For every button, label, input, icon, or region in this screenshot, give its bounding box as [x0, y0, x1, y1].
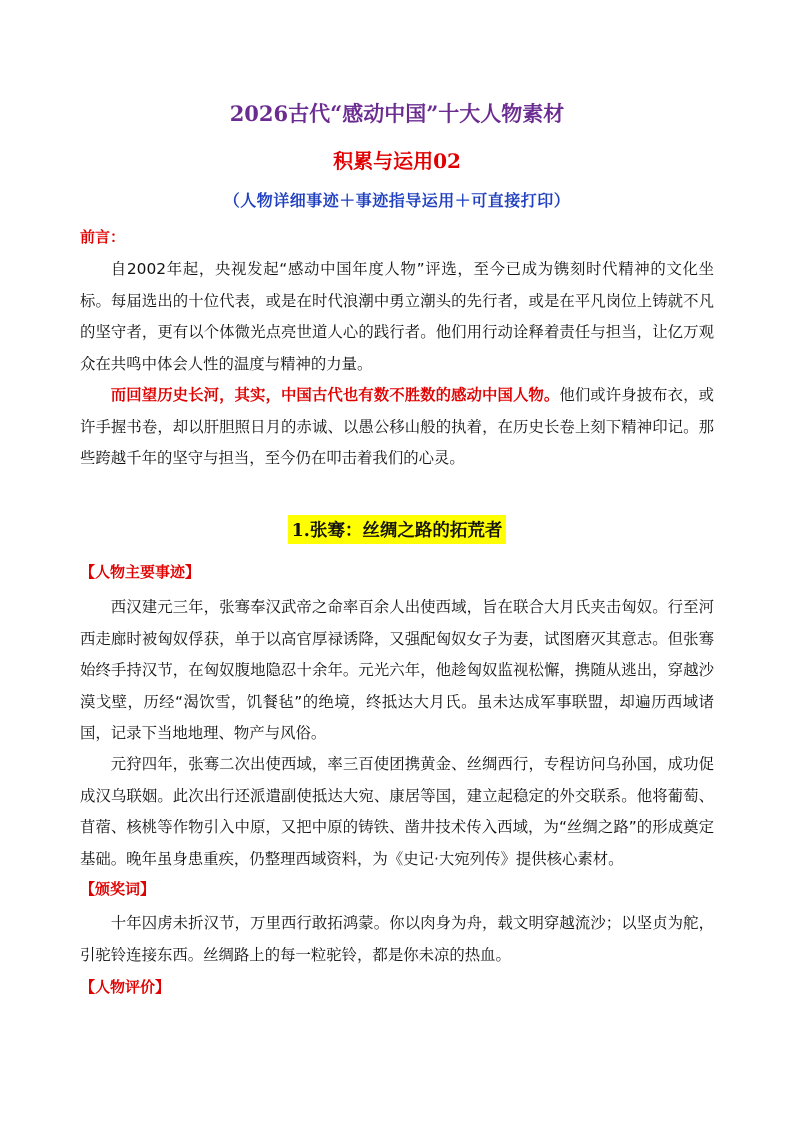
deeds-paragraph-1	[80, 592, 714, 750]
preface-paragraph-2	[80, 380, 714, 475]
preface-text-2	[80, 380, 714, 475]
preface-paragraph-1	[80, 254, 714, 380]
deeds-text-2: 元狩四年，张骞二次出使西域，率三百使团携黄金、丝绸西行，专程访问乌孙国，成功促成汉乌联姻。此次出行还派遣副使抵达大宛、康居等国，建立起稳定的外交联系。他将葡萄、苜蓿、核桃等作物引入中原，又把中原的铸铁、凿井技术传入西域，为“丝绸之路”的形成奠定基础。晚年虽身患重疾，仍整理西域资料，为《史记·大宛列传》提供核心素材。	[80, 755, 714, 868]
deeds-label: 【人物主要事迹】	[80, 563, 201, 581]
document-tagline: （人物详细事迹＋事迹指导运用＋可直接打印）	[223, 191, 571, 210]
award-label: 【颁奖词】	[80, 880, 156, 898]
deeds-paragraph-2	[80, 749, 714, 875]
section-heading-wrap	[0, 515, 794, 544]
preface-text-2-rest: 他们或许身披布衣，或许手握书卷，却以肝胆照日月的赤诚、以愚公移山般的执着，在历史长卷上刻下精神印记。那些跨越千年的坚守与担当，至今仍在叩击着我们的心灵。	[80, 386, 714, 467]
preface-text-1: 自2002年起，央视发起“感动中国年度人物”评选，至今已成为镌刻时代精神的文化坐标。每届选出的十位代表，或是在时代浪潮中勇立潮头的先行者，或是在平凡岗位上铸就不凡的坚守者，更有以个体微光点亮世道人心的践行者。他们用行动诠释着责任与担当，让亿万观众在共鸣中体会人性的温度与精神的力量。	[80, 260, 714, 373]
document-subtitle: 积累与运用02	[333, 149, 461, 173]
deeds-text-1: 西汉建元三年，张骞奉汉武帝之命率百余人出使西域，旨在联合大月氏夹击匈奴。行至河西走廊时被匈奴俘获，单于以高官厚禄诱降，又强配匈奴女子为妻，试图磨灭其意志。但张骞始终手持汉节，在匈奴腹地隐忍十余年。元光六年，他趁匈奴监视松懈，携随从逃出，穿越沙漠戈壁，历经“渴饮雪，饥餐毡”的绝境，终抵达大月氏。虽未达成军事联盟，却遍历西域诸国，记录下当地地理、物产与风俗。	[80, 598, 714, 742]
evaluation-label: 【人物评价】	[80, 978, 171, 996]
preface-emphasis: 而回望历史长河，其实，中国古代也有数不胜数的感动中国人物。	[110, 386, 560, 404]
award-text: 十年囚虏未折汉节，万里西行敢拓鸿蒙。你以肉身为舟，载文明穿越流沙；以坚贞为舵，引驼铃连接东西。丝绸路上的每一粒驼铃，都是你未凉的热血。	[80, 914, 714, 964]
preface-label: 前言：	[80, 228, 126, 246]
award-paragraph	[80, 908, 714, 971]
section-heading: 1.张骞：丝绸之路的拓荒者	[288, 515, 507, 544]
document-title: 2026古代“感动中国”十大人物素材	[229, 101, 565, 126]
